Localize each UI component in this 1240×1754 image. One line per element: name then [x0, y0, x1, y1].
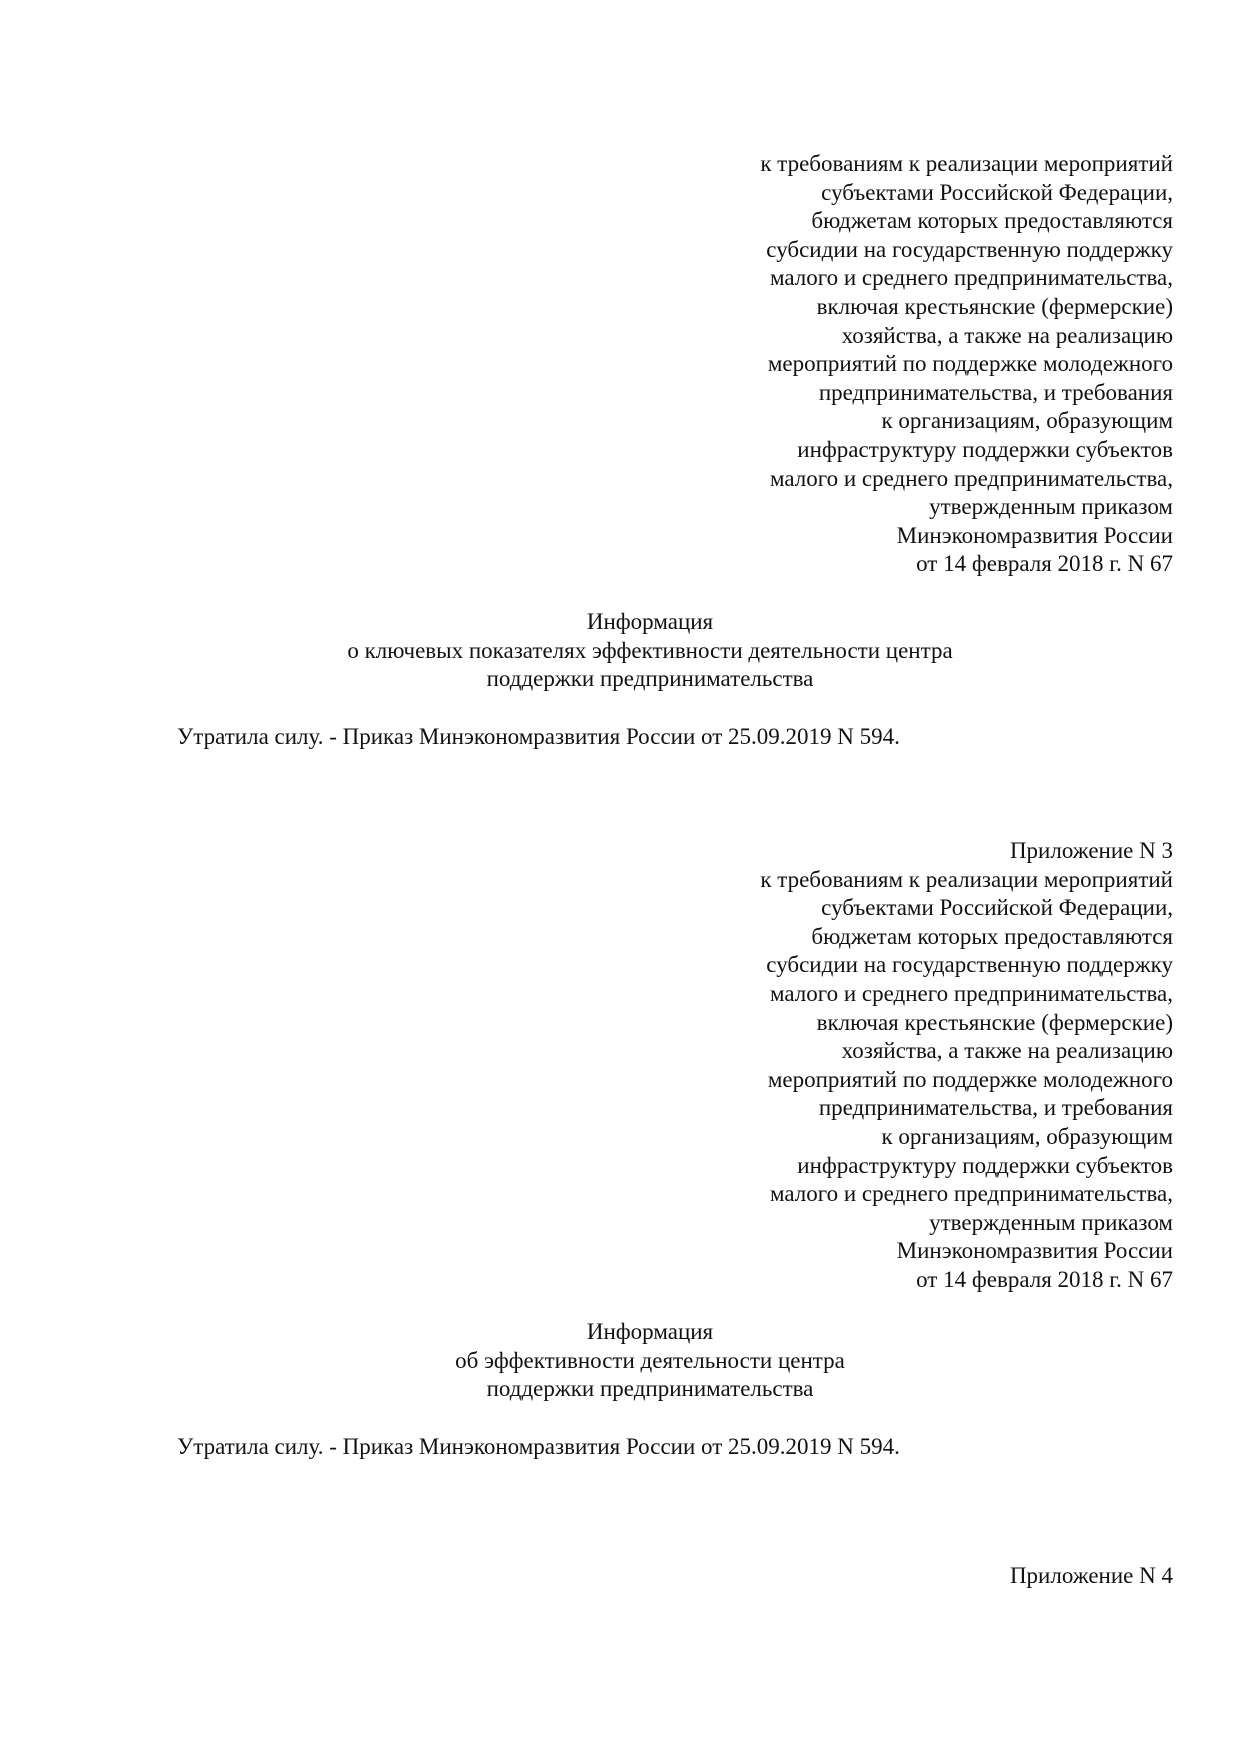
header-line: предпринимательства, и требования: [818, 379, 1173, 405]
header-line: малого и среднего предпринимательства,: [769, 1181, 1173, 1207]
header-line: утвержденным приказом: [929, 1209, 1173, 1235]
header-line: Минэкономразвития России: [896, 522, 1173, 548]
title-line: поддержки предпринимательства: [486, 1376, 814, 1402]
header-line: мероприятий по поддержке молодежного: [767, 1066, 1173, 1092]
header-line: хозяйства, а также на реализацию: [841, 1038, 1173, 1064]
header-line: субсидии на государственную поддержку: [766, 952, 1173, 978]
header-line: Минэкономразвития России: [896, 1238, 1173, 1264]
title-line: поддержки предпринимательства: [486, 666, 814, 692]
title-line: об эффективности деятельности центра: [455, 1347, 845, 1373]
appendix-label: Приложение N 3: [1009, 838, 1173, 863]
header-line: инфраструктуру поддержки субъектов: [797, 1152, 1173, 1178]
header-line: к организациям, образующим: [881, 1123, 1173, 1149]
appendix-3-header: [760, 837, 1173, 1295]
appendix-3-repealed-note: Утратила силу. - Приказ Минэкономразвития России от 25.09.2019 N 594.: [177, 1434, 900, 1459]
header-line: бюджетам которых предоставляются: [811, 208, 1173, 234]
title-line: Информация: [586, 1319, 714, 1344]
appendix-2-header: [760, 150, 1173, 579]
header-line: от 14 февраля 2018 г. N 67: [916, 551, 1173, 577]
header-line: субъектами Российской Федерации,: [821, 179, 1173, 205]
title-line: Информация: [586, 609, 714, 634]
header-line: утвержденным приказом: [929, 494, 1173, 520]
header-line: мероприятий по поддержке молодежного: [767, 351, 1173, 377]
header-line: хозяйства, а также на реализацию: [841, 322, 1173, 348]
header-line: бюджетам которых предоставляются: [811, 923, 1173, 949]
appendix-2-repealed-note: Утратила силу. - Приказ Минэкономразвития России от 25.09.2019 N 594.: [177, 724, 900, 749]
appendix-3-title: [0, 1318, 1240, 1404]
header-line: малого и среднего предпринимательства,: [769, 265, 1173, 291]
header-line: субсидии на государственную поддержку: [766, 236, 1173, 262]
header-line: к требованиям к реализации мероприятий: [760, 151, 1173, 176]
header-line: субъектами Российской Федерации,: [821, 895, 1173, 921]
header-line: к организациям, образующим: [881, 408, 1173, 434]
appendix-4-header: [1010, 1562, 1173, 1591]
header-line: малого и среднего предпринимательства,: [769, 465, 1173, 491]
header-line: малого и среднего предпринимательства,: [769, 980, 1173, 1006]
title-line: о ключевых показателях эффективности деятельности центра: [347, 637, 953, 663]
header-line: включая крестьянские (фермерские): [816, 1009, 1173, 1035]
header-line: от 14 февраля 2018 г. N 67: [916, 1266, 1173, 1292]
header-line: включая крестьянские (фермерские): [816, 293, 1173, 319]
header-line: инфраструктуру поддержки субъектов: [797, 436, 1173, 462]
appendix-2-title: [0, 608, 1240, 694]
header-line: к требованиям к реализации мероприятий: [760, 866, 1173, 892]
header-line: предпринимательства, и требования: [818, 1095, 1173, 1121]
appendix-label: Приложение N 4: [1009, 1563, 1173, 1588]
